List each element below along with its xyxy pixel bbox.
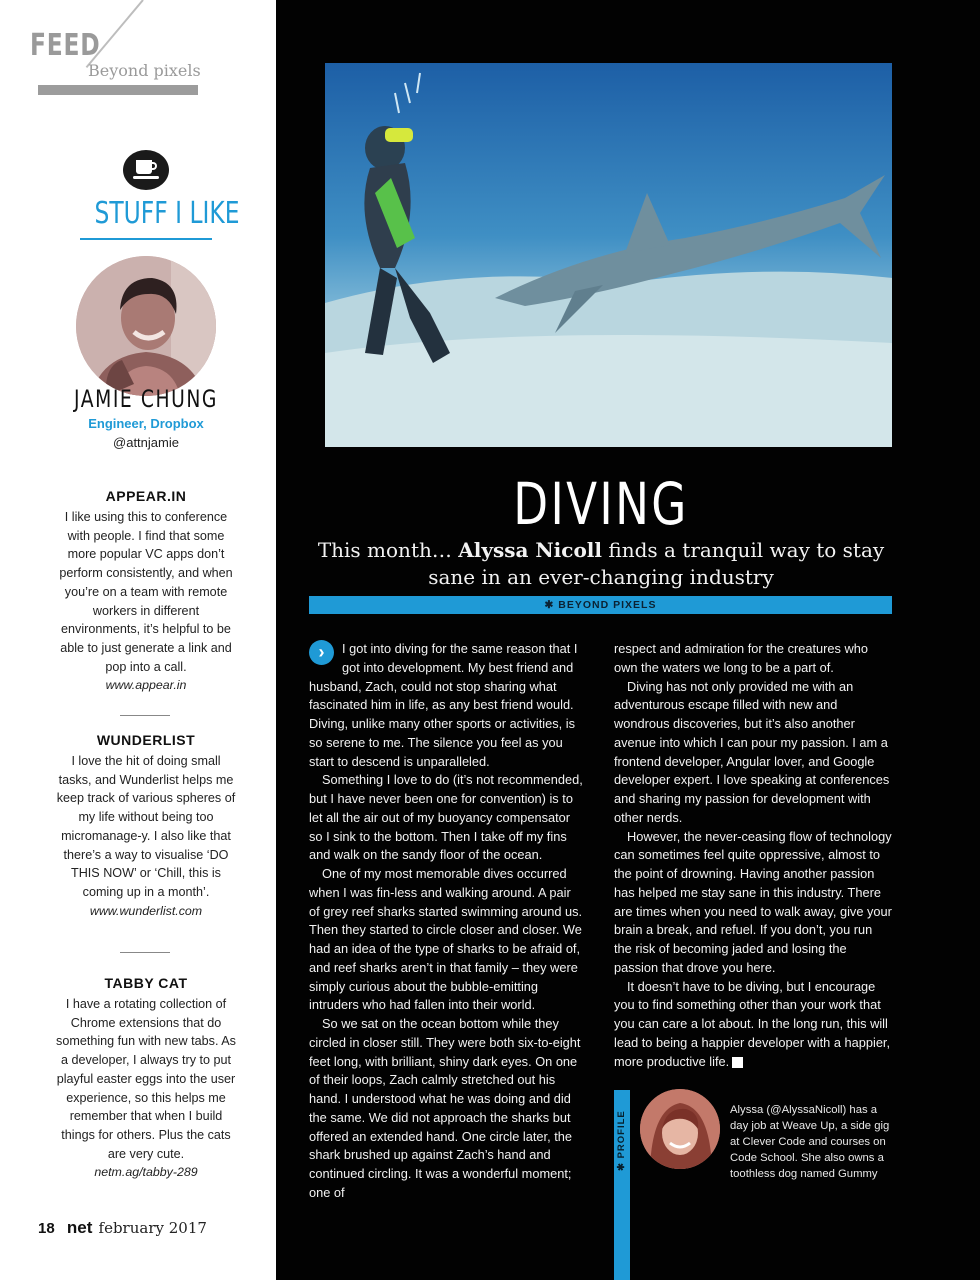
coffee-cup-icon <box>123 150 169 190</box>
article-column-1 <box>309 640 584 1203</box>
paragraph: So we sat on the ocean bottom while they circled in closer still. They were both six-to-eight feet long, with brilliant, shiny dark eyes. On one of their loops, Zach calmly stretched out his hand. I understood what he was doing and did the same. We did not approach the sharks but offered an extended hand. One circle later, the shark brushed up against Zach’s hand and continued circling. It was a wonderful moment; one of <box>309 1016 581 1200</box>
paragraph: It doesn’t have to be diving, but I encourage you to find something other than your work that you can care a lot about. In the long run, this will lead to being a happier developer with a happier, more productive life. n <box>614 978 891 1069</box>
avatar <box>76 256 216 396</box>
author-bio: Alyssa (@AlyssaNicoll) has a day job at Weave Up, a side gig at Clever Code and courses on Code School. She also owns a toothless dog named Gummy <box>730 1104 890 1180</box>
article-standfirst <box>310 537 892 591</box>
person-handle: @attnjamie <box>113 435 179 450</box>
item-title: WUNDERLIST <box>96 732 196 748</box>
item-text: I like using this to conference with people. I find that some more popular VC apps don’t perform consistently, and when you’re on a team with remote workers in different environments, it’s helpful to be able to just generate a link and pop into a call. <box>59 510 233 674</box>
article-column-2 <box>614 640 892 1071</box>
item-text: I love the hit of doing small tasks, and Wunderlist helps me keep track of various spheres of my life without being too micromanage-y. I also like that there’s a way to visualise ‘DO THIS NOW’ or ‘Chill, this is coming up in a month’. <box>56 754 236 899</box>
paragraph: Something I love to do (it’s not recommended, but I have never been one for convention) is to let all the air out of my buoyancy compensator so I sink to the bottom. Then I take off my fins and walk on the sandy floor of the ocean. <box>309 772 583 863</box>
paragraph: respect and admiration for the creatures who own the waters we long to be a part of. <box>614 641 868 675</box>
paragraph: One of my most memorable dives occurred when I was fin-less and walking around. A pair of grey reef sharks started swimming around us. Then they started to circle closer and closer. We had an idea of the type of sharks to be afraid of, and reef sharks aren’t in that family – they were simply curious about the bubble-emitting intruders who had fallen into their world. <box>309 866 583 1013</box>
page-number: 18 <box>38 1220 55 1237</box>
item-link[interactable]: www.wunderlist.com <box>89 903 203 918</box>
section-tag-bar: ✱ BEYOND PIXELS <box>309 596 892 614</box>
stuff-title-rule <box>80 238 212 240</box>
stuff-item-tabby-cat <box>54 975 238 1182</box>
person-name: JAMIE CHUNG <box>74 385 218 413</box>
stuff-item-appear-in <box>54 488 238 695</box>
item-link[interactable]: www.appear.in <box>105 678 187 693</box>
item-divider <box>120 715 170 716</box>
item-divider <box>120 952 170 953</box>
paragraph: › I got into diving for the same reason that I got into development. My best friend and husband, Zach, could not stop sharing what fascinated him in life, as any best friend would. Diving, unlike many other sports or activities, is so serene to me. The silence you feel as you start to descend is unparalleled. <box>309 641 578 769</box>
issue-date: february 2017 <box>98 1219 207 1237</box>
item-title: APPEAR.IN <box>105 488 187 504</box>
profile-label: ✱ PROFILE <box>616 1110 627 1171</box>
author-avatar <box>640 1089 720 1169</box>
standfirst-author: Alyssa Nicoll <box>458 538 602 562</box>
stuff-title: STUFF I LIKE <box>94 196 240 231</box>
standfirst-intro: This month… <box>317 538 459 562</box>
subsection-label: Beyond pixels <box>88 61 201 80</box>
magazine-brand: net <box>66 1218 93 1237</box>
item-text: I have a rotating collection of Chrome extensions that do something fun with new tabs. As a developer, I always try to put playful easter eggs into the user experience, so this helps me remember that when I build things for others. Plus the cats are very cute. <box>56 997 236 1161</box>
section-label: FEED <box>30 28 101 63</box>
item-title: TABBY CAT <box>104 975 188 991</box>
page-folio <box>38 1218 207 1238</box>
item-link[interactable]: netm.ag/tabby-289 <box>94 1165 198 1180</box>
article-headline: DIVING <box>513 470 689 538</box>
paragraph: However, the never-ceasing flow of technology can sometimes feel quite oppressive, almost to the point of drowning. Having another passion has helped me stay sane in this industry. There are times when you need to walk away, give your brain a break, and refuel. If you don’t, you run the risk of becoming jaded and losing the passion that drove you here. <box>614 828 892 975</box>
sidebar <box>0 0 276 1280</box>
paragraph: Diving has not only provided me with an adventurous escape filled with new and wondrous discoveries, but it’s also another avenue into which I can pour my passion. I am a frontend developer, Angular lover, and Google developer expert. I love speaking at conferences and sharing my passion for development with other nerds. <box>614 678 890 825</box>
end-mark-icon: n <box>732 1057 743 1068</box>
person-role: Engineer, Dropbox <box>88 416 204 431</box>
standfirst-rest: finds a tranquil way to stay sane in an ever-changing industry <box>428 538 885 589</box>
header-bar <box>38 85 198 95</box>
stuff-item-wunderlist <box>54 732 238 920</box>
chevron-right-icon: › <box>309 640 334 665</box>
diving-photo <box>325 63 892 447</box>
